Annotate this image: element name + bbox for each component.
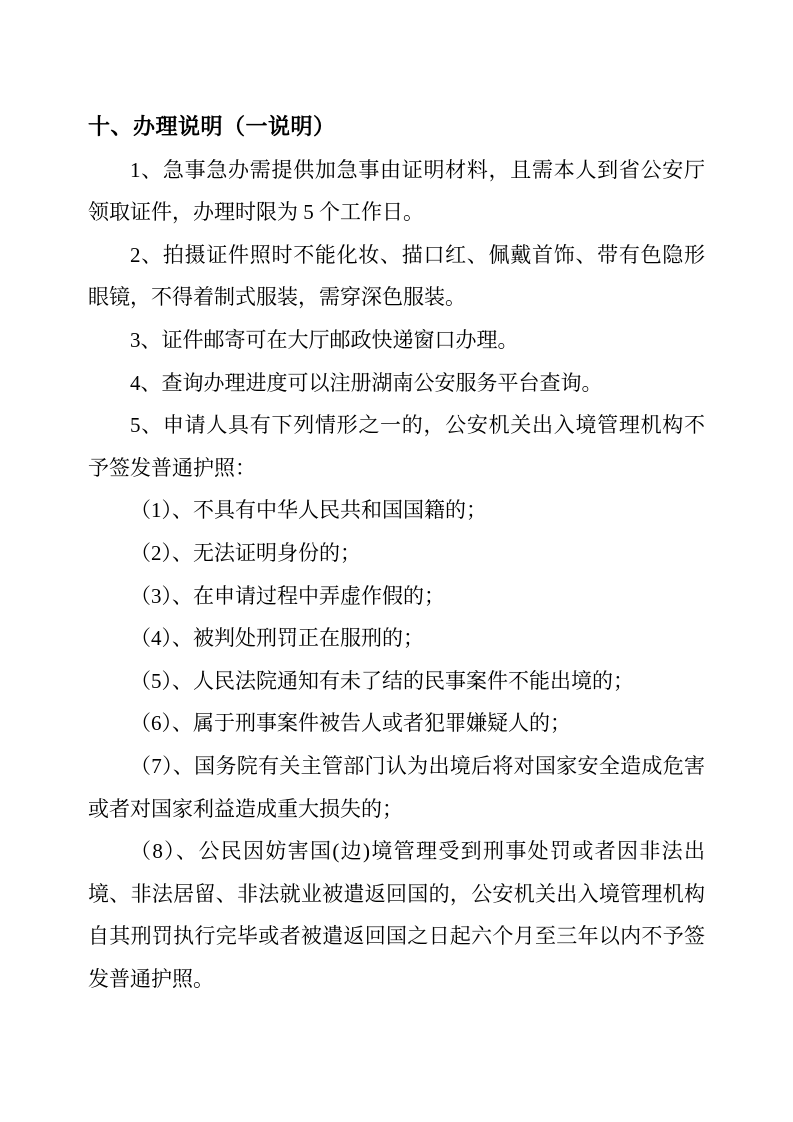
paragraph: 5、申请人具有下列情形之一的，公安机关出入境管理机构不予签发普通护照： xyxy=(88,413,705,480)
section-heading: 十、办理说明（一说明） xyxy=(88,114,336,139)
paragraph: （3）、在申请过程中弄虚作假的； xyxy=(130,583,445,608)
paragraph: 3、证件邮寄可在大厅邮政快递窗口办理。 xyxy=(130,327,519,352)
paragraph-list xyxy=(88,149,705,1001)
paragraph: （5）、人民法院通知有未了结的民事案件不能出境的； xyxy=(130,668,634,693)
paragraph: 1、急事急办需提供加急事由证明材料，且需本人到省公安厅领取证件，办理时限为 5 个工作日。 xyxy=(88,157,705,225)
paragraph: 4、查询办理进度可以注册湖南公安服务平台查询。 xyxy=(130,370,603,395)
paragraph: （2）、无法证明身份的； xyxy=(130,540,361,565)
paragraph: （1）、不具有中华人民共和国国籍的； xyxy=(130,498,487,523)
paragraph: （7）、国务院有关主管部门认为出境后将对国家安全造成危害或者对国家利益造成重大损失的； xyxy=(88,753,705,821)
paragraph: （6）、属于刑事案件被告人或者犯罪嫌疑人的； xyxy=(130,711,571,736)
paragraph: （8）、公民因妨害国(边)境管理受到刑事处罚或者因非法出境、非法居留、非法就业被遣返回国的，公安机关出入境管理机构自其刑罚执行完毕或者被遣返回国之日起六个月至三年以内不予签发普通护照。 xyxy=(88,839,705,991)
paragraph: 2、拍摄证件照时不能化妆、描口红、佩戴首饰、带有色隐形眼镜，不得着制式服装，需穿深色服装。 xyxy=(88,242,705,310)
paragraph: （4）、被判处刑罚正在服刑的； xyxy=(130,626,424,651)
